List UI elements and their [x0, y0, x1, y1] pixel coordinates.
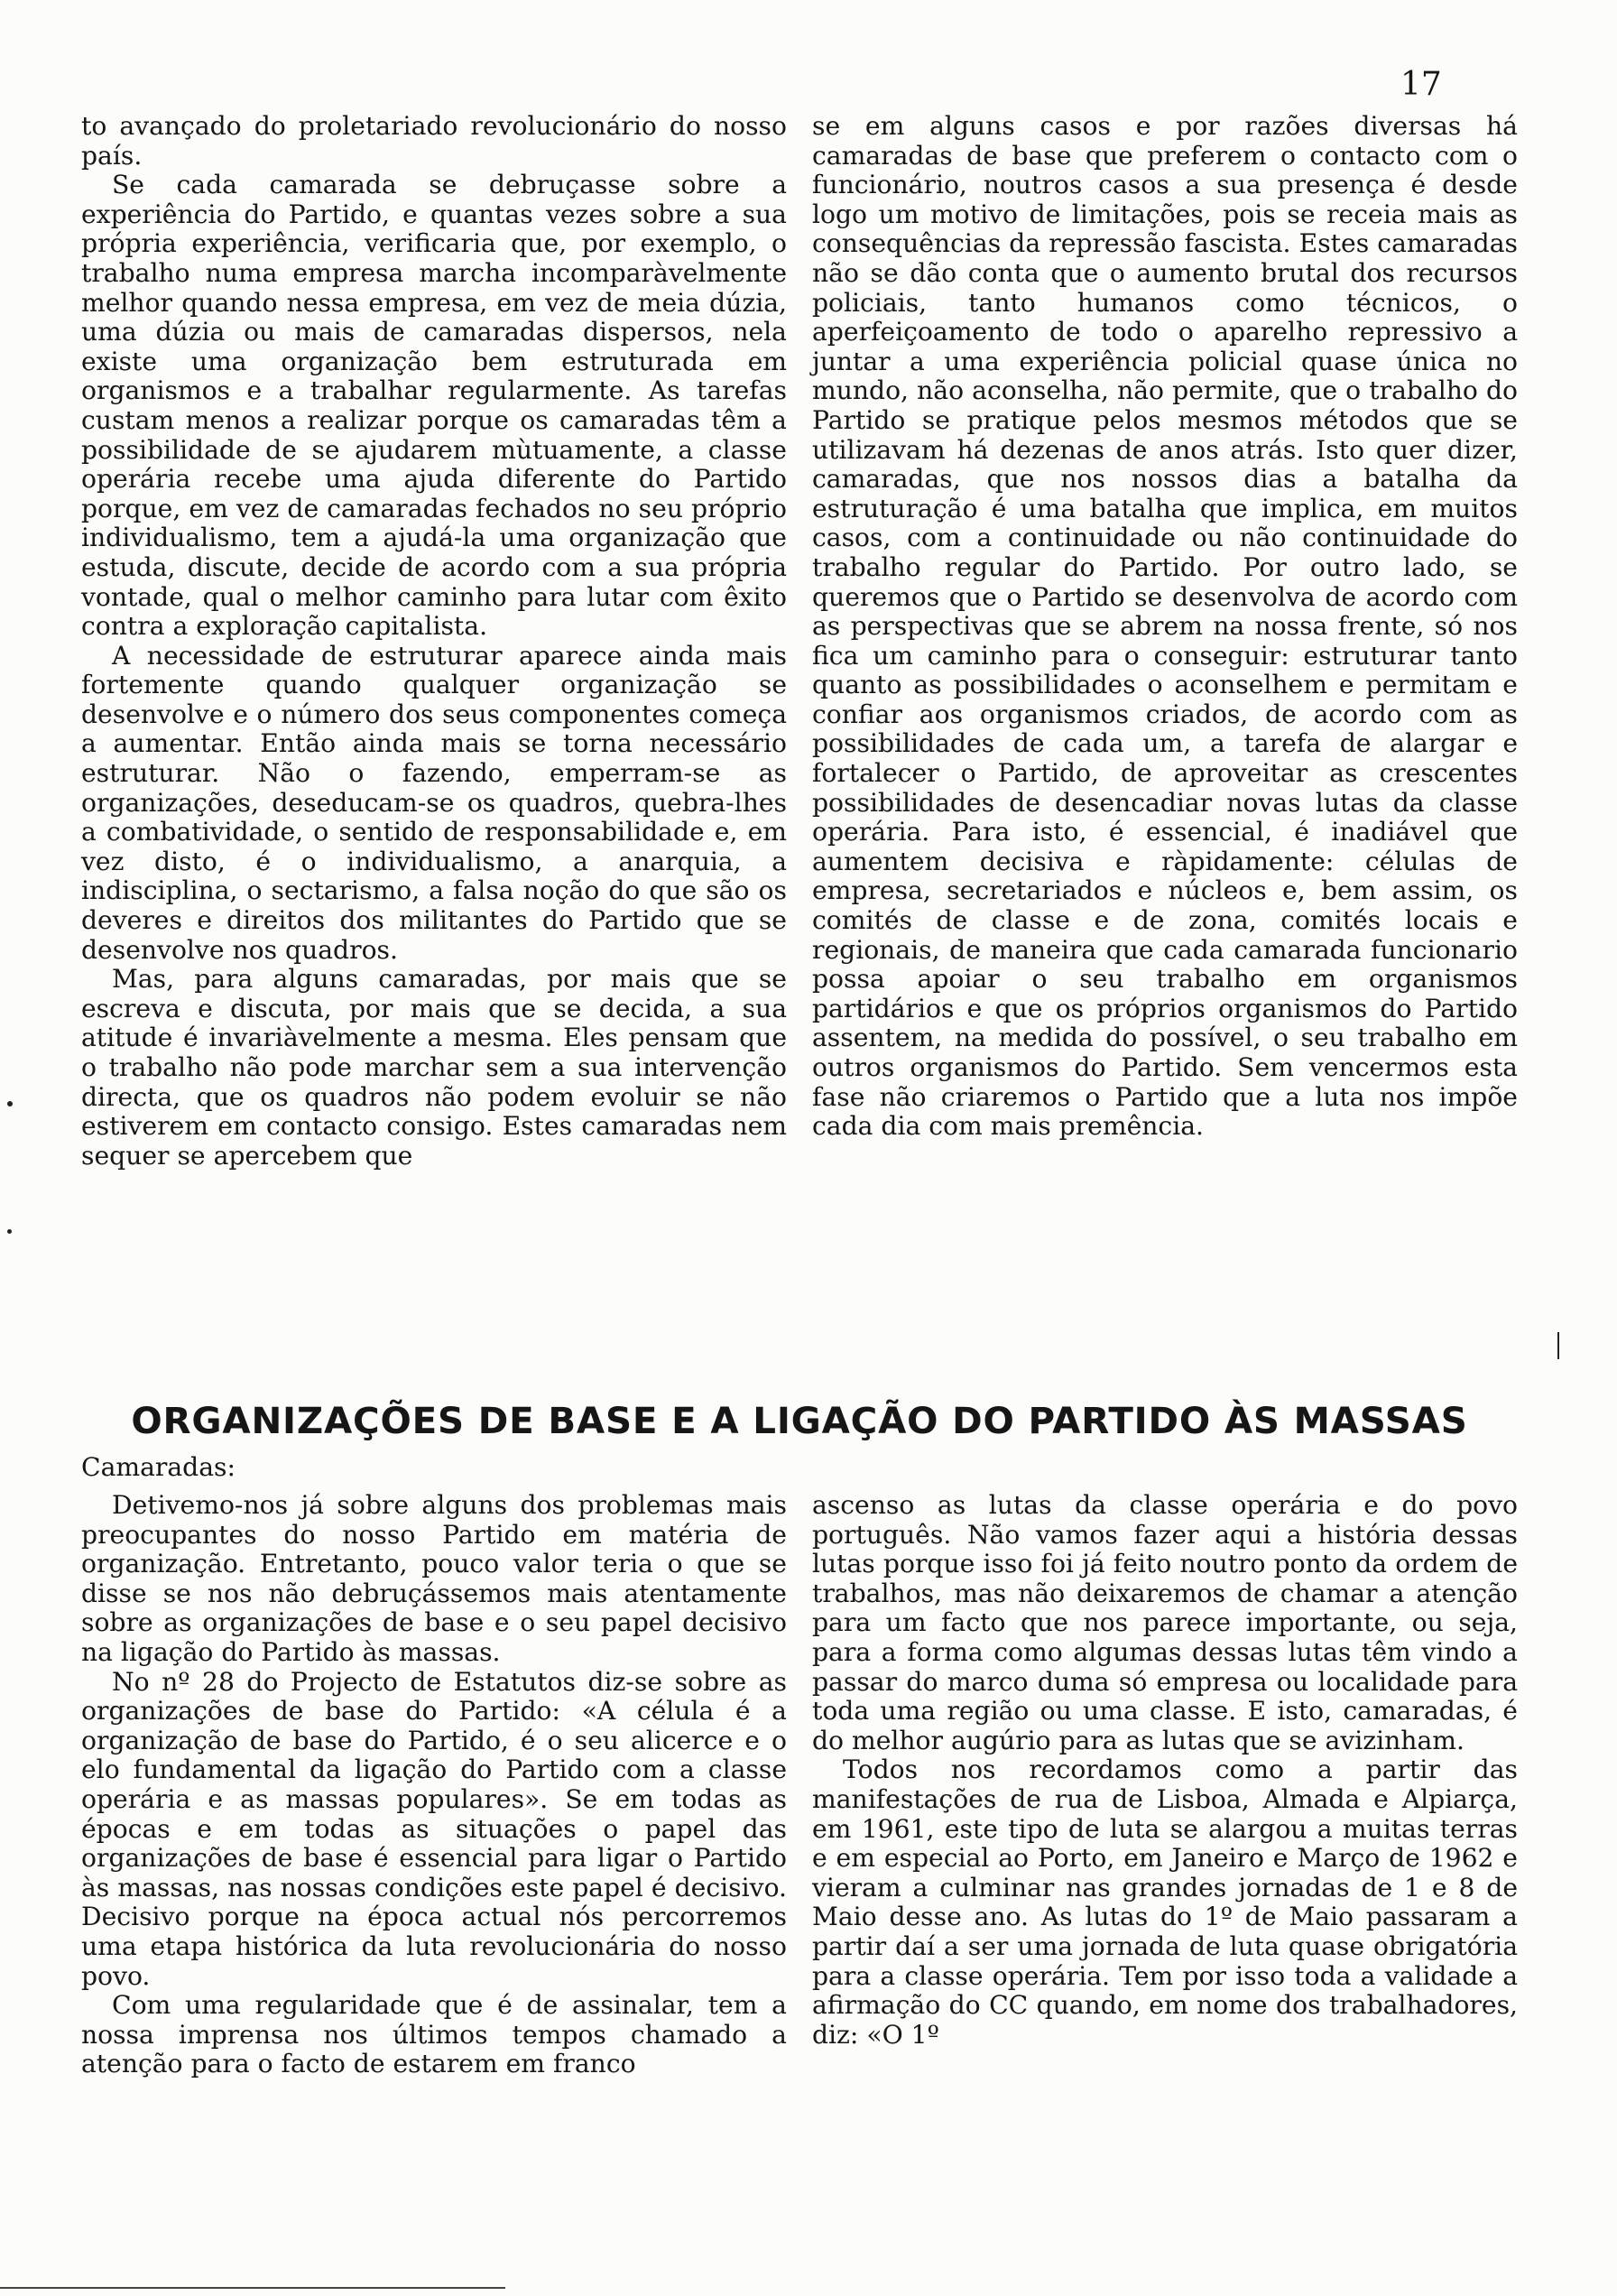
paragraph: Se cada camarada se debruçasse sobre a experiência do Partido, e quantas vezes sobre a sua própria experiência, verificaria que, por exemplo, o trabalho numa empresa marcha incomparàvelmente melhor quando nessa empresa, em vez de meia dúzia, uma dúzia ou mais de camaradas dispersos, nela existe uma organização bem estruturada em organismos e a trabalhar regularmente. As tarefas custam menos a realizar porque os camaradas têm a possibilidade de se ajudarem mùtuamente, a classe operária recebe uma ajuda diferente do Partido porque, em vez de camaradas fechados no seu próprio individualismo, tem a ajudá-la uma organização que estuda, discute, decide de acordo com a sua própria vontade, qual o melhor caminho para lutar com êxito contra a exploração capitalista. [81, 170, 787, 642]
paragraph: ascenso as lutas da classe operária e do povo português. Não vamos fazer aqui a história dessas lutas porque isso foi já feito noutro ponto da ordem de trabalhos, mas não deixaremos de chamar a atenção para um facto que nos parece importante, ou seja, para a forma como algumas dessas lutas têm vindo a passar do marco duma só empresa ou localidade para toda uma região ou uma classe. E isto, camaradas, é do melhor augúrio para as lutas que se avizinham. [812, 1490, 1518, 1755]
bottom-rule [0, 2287, 505, 2289]
scan-speck [1557, 1332, 1559, 1359]
paragraph: No nº 28 do Projecto de Estatutos diz-se sobre as organizações de base do Partido: «A célula é a organização de base do Partido, é o seu alicerce e o elo fundamental da ligação do Partido com a classe operária e as massas populares». Se em todas as épocas e em todas as situações o papel das organizações de base é essencial para ligar o Partido às massas, nas nossas condições este papel é decisivo. Decisivo porque na época actual nós percorremos uma etapa histórica da luta revolucionária do nosso povo. [81, 1666, 787, 1991]
paragraph: Mas, para alguns camaradas, por mais que se escreva e discuta, por mais que se decida, a sua atitude é invariàvelmente a mesma. Eles pensam que o trabalho não pode marchar sem a sua intervenção directa, que os quadros não podem evoluir se não estiverem em contacto consigo. Estes camaradas nem sequer se apercebem que [81, 964, 787, 1171]
paragraph: A necessidade de estruturar aparece ainda mais fortemente quando qualquer organização se desenvolve e o número dos seus componentes começa a aumentar. Então ainda mais se torna necessário estruturar. Não o fazendo, emperram-se as organizações, deseducam-se os quadros, quebra-lhes a combatividade, o sentido de responsabilidade e, em vez disto, é o individualismo, a anarquia, a indisciplina, o sectarismo, a falsa noção do que são os deveres e direitos dos militantes do Partido que se desenvolve nos quadros. [81, 640, 787, 965]
paragraph: to avançado do proletariado revolucionário do nosso país. [81, 111, 787, 171]
bottom-left-column [81, 1491, 787, 2079]
paragraph: Detivemo-nos já sobre alguns dos problemas mais preocupantes do nosso Partido em matéria de organização. Entretanto, pouco valor teria o que se disse se nos não debruçássemos mais atentamente sobre as organizações de base e o seu papel decisivo na ligação do Partido às massas. [81, 1490, 787, 1667]
scan-speck [7, 1229, 12, 1234]
page-number: 17 [1400, 66, 1442, 103]
section-heading: ORGANIZAÇÕES DE BASE E A LIGAÇÃO DO PARTIDO ÀS MASSAS [131, 1398, 1468, 1442]
paragraph: Com uma regularidade que é de assinalar, tem a nossa imprensa nos últimos tempos chamado a atenção para o facto de estarem em franco [81, 1990, 787, 2079]
bottom-right-column [812, 1491, 1518, 2050]
top-right-column [812, 112, 1518, 1142]
top-left-column [81, 112, 787, 1171]
scan-speck [7, 1101, 13, 1106]
paragraph: se em alguns casos e por razões diversas há camaradas de base que preferem o contacto com o funcionário, noutros casos a sua presença é desde logo um motivo de limitações, pois se receia mais as consequências da repressão fascista. Estes camaradas não se dão conta que o aumento brutal dos recursos policiais, tanto humanos como técnicos, o aperfeiçoamento de todo o aparelho repressivo a juntar a uma experiência policial quase única no mundo, não aconselha, não permite, que o trabalho do Partido se pratique pelos mesmos métodos que se utilizavam há dezenas de anos atrás. Isto quer dizer, camaradas, que nos nossos dias a batalha da estruturação é uma batalha que implica, em muitos casos, com a continuidade ou não continuidade do trabalho regular do Partido. Por outro lado, se queremos que o Partido se desenvolva de acordo com as perspectivas que se abrem na nossa frente, só nos fica um caminho para o conseguir: estruturar tanto quanto as possibilidades o aconselhem e permitam e confiar aos organismos criados, de acordo com as possibilidades de cada um, a tarefa de alargar e fortalecer o Partido, de aproveitar as crescentes possibilidades de desencadiar novas lutas da classe operária. Para isto, é essencial, é inadiável que aumentem decisiva e ràpidamente: células de empresa, secretariados e núcleos e, bem assim, os comités de classe e de zona, comités locais e regionais, de maneira que cada camarada funcionario possa apoiar o seu trabalho em organismos partidários e que os próprios organismos do Partido assentem, na medida do possível, o seu trabalho em outros organismos do Partido. Sem vencermos esta fase não criaremos o Partido que a luta nos impõe cada dia com mais premência. [812, 111, 1518, 1142]
paragraph: Todos nos recordamos como a partir das manifestações de rua de Lisboa, Almada e Alpiarça, em 1961, este tipo de luta se alargou a muitas terras e em especial ao Porto, em Janeiro e Março de 1962 e vieram a culminar nas grandes jornadas de 1 e 8 de Maio desse ano. As lutas do 1º de Maio passaram a partir daí a ser uma jornada de luta quase obrigatória para a classe operária. Tem por isso toda a validade a afirmação do CC quando, em nome dos trabalhadores, diz: «O 1º [812, 1754, 1518, 2050]
salutation: Camaradas: [81, 1452, 236, 1482]
